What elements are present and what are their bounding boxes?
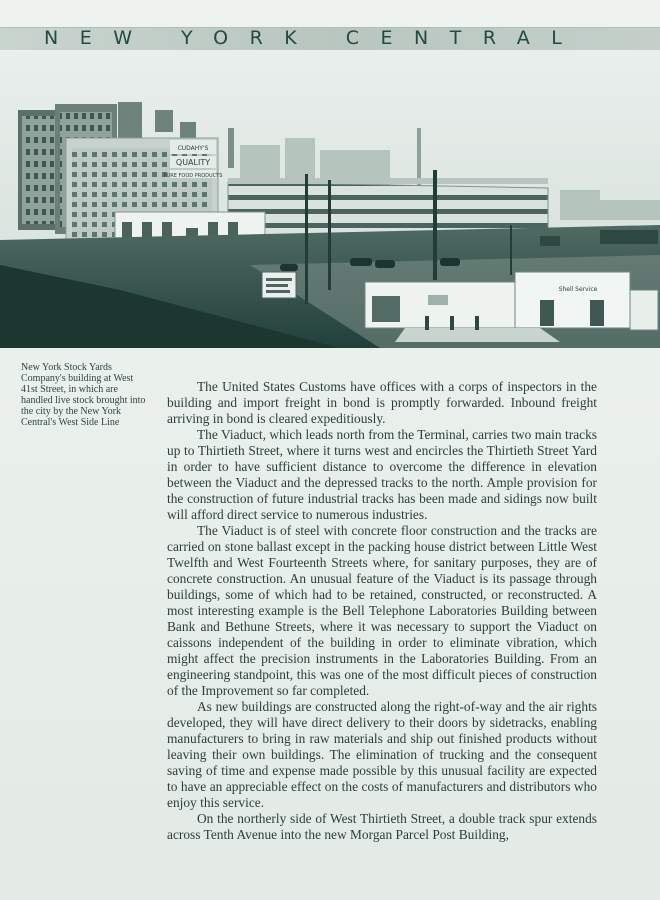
paragraph-viaduct-construction: The Viaduct is of steel with concrete floor construction and the tracks are carried on stone ballast except in the packing house district between Little West Twelfth and West Fourteenth Streets where, for sanitary purposes, they are of concrete construction. An unusual feature of the Viaduct is its passage through buildings, some of which had to be retained, constructed, or reconstructed. A most interesting example is the Bell Telephone Laboratories Building between Bank and Bethune Streets, where it was necessary to support the Viaduct on caissons independent of the building in order to eliminate vibration, which might affect the precision instruments in the Laboratories Building. From an engineering standpoint, this was one of the most difficult pieces of construction of the Improvement so far completed. bbox=[167, 523, 597, 698]
stock-yards-photo bbox=[0, 50, 660, 348]
photo-illustration bbox=[0, 50, 660, 348]
paragraph-customs: The United States Customs have offices with a corps of inspectors in the building and import freight in bond is promptly forwarded. Inbound freight arriving in bond is cleared expeditiously. bbox=[167, 379, 597, 426]
paragraph-viaduct-route: The Viaduct, which leads north from the Terminal, carries two main tracks up to Thirtieth Street, where it turns west and encircles the Thirtieth Street Yard in order to have sufficient distance to overcome the difference in elevation between the Viaduct and the depressed tracks to the north. Ample provision for the construction of future industrial tracks has been made and sidings now built will afford direct service to numerous industries. bbox=[167, 427, 597, 522]
paragraph-new-buildings: As new buildings are constructed along the right-of-way and the air rights developed, they will have direct delivery to their doors by sidetracks, enabling manufacturers to bring in raw materials and ship out finished products without leaving their own buildings. The elimination of trucking and the consequent saving of time and expense made possible by this unusual facility are expected to have an appreciable effect on the costs of manufacturers and distributors who enjoy this service. bbox=[167, 699, 597, 810]
body-text bbox=[167, 379, 597, 843]
station-sign: Shell Service bbox=[558, 286, 598, 293]
paragraph-thirtieth-street: On the northerly side of West Thirtieth Street, a double track spur extends across Tenth Avenue into the new Morgan Parcel Post Building, bbox=[167, 811, 597, 842]
building-sign-3: PURE FOOD PRODUCTS bbox=[163, 173, 223, 179]
building-sign-2: QUALITY bbox=[175, 158, 211, 167]
photo-caption: New York Stock Yards Company's building at West 41st Street, in which are handled live stock brought into the city by the New York Central's West Side Line bbox=[21, 362, 146, 428]
building-sign-1: CUDAHY'S bbox=[177, 145, 209, 152]
billboard bbox=[262, 272, 296, 298]
page-header-title: NEW YORK CENTRAL bbox=[44, 27, 584, 49]
